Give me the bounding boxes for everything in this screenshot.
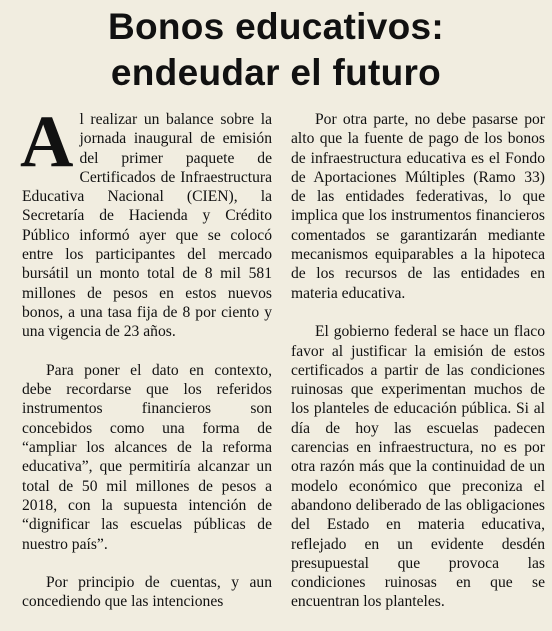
paragraph	[20, 101, 272, 342]
right-column	[291, 110, 545, 631]
paragraph: Por principio de cuentas, y aun concediendo que las intenciones	[22, 574, 272, 611]
headline	[0, 4, 552, 96]
drop-cap: A	[20, 101, 74, 183]
paragraph: Por otra parte, no debe pasarse por alto que la fuente de pago de los bonos de infraestructura educativa es el Fondo de Aportaciones Múltiples (Ramo 33) de las entidades federativas, lo que implica que los instrumentos financieros comentados se garantizarán mediante mecanismos equiparables a la hipoteca de los recursos de las entidades en materia educativa.	[291, 111, 545, 302]
headline-line-1: Bonos educativos:	[107, 6, 445, 47]
paragraph: Para poner el dato en contexto, debe recordarse que los referidos instrumentos financieros son concebidos como una forma de “ampliar los alcances de la reforma educativa”, que permitiría alcanzar un total de 50 mil millones de pesos a 2018, con la supuesta intención de “dignificar las escuelas públicas de nuestro país”.	[22, 361, 272, 553]
headline-line-2: endeudar el futuro	[110, 52, 442, 93]
paragraph: El gobierno federal se hace un flaco favor al justificar la emisión de estos certificados a partir de las condiciones ruinosas que experimentan muchos de los planteles de educación pública. Si al día de hoy las escuelas padecen carencias en infraestructura, no es por otra razón más que la continuidad de un modelo económico que preconiza el abandono deliberado de las obligaciones del Estado en materia educativa, reflejado en un evidente desdén presupuestal que provoca las condiciones ruinosas en que se encuentran los planteles.	[291, 323, 545, 611]
paragraph-text: l realizar un balance sobre la jornada inaugural de emisión del primer paquete de Certificados de Infraestructura Educativa Nacional (CIEN), la Secretaría de Hacienda y Crédito Público informó ayer que se colocó entre los participantes del mercado bursátil un monto total de 8 mil 581 millones de pesos en estos nuevos bonos, a una tasa fija de 8 por ciento y una vigencia de 23 años.	[22, 111, 272, 341]
left-column	[20, 101, 272, 631]
